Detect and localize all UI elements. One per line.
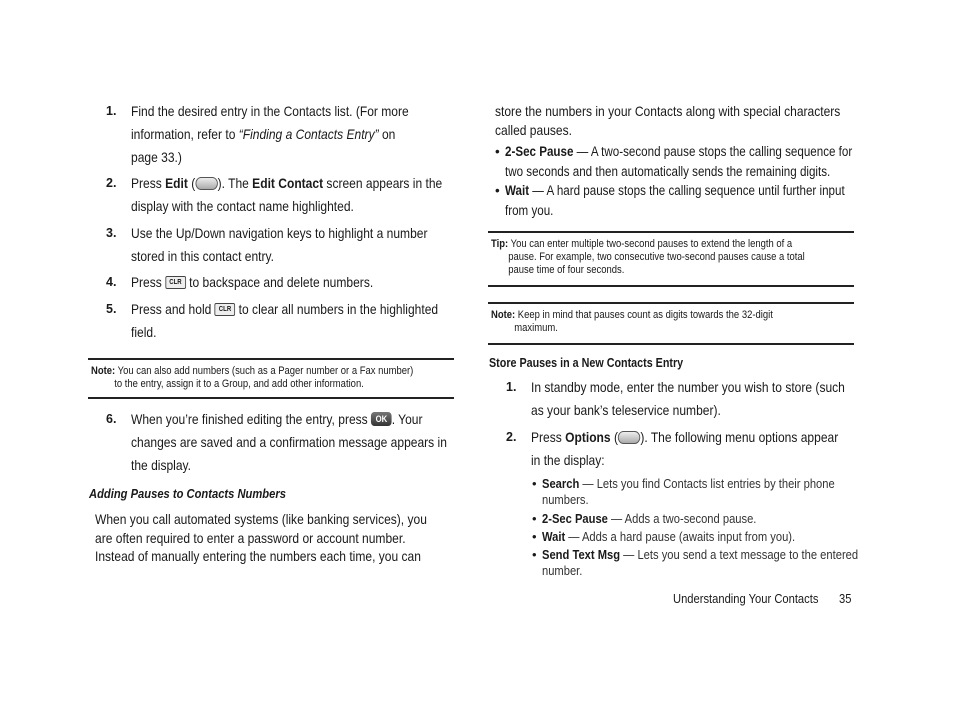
tip-text: pause. For example, two consecutive two-second pauses cause a total — [508, 251, 805, 263]
paragraph — [495, 102, 897, 139]
menu-option-send-text-msg — [532, 547, 910, 579]
paragraph-line: Instead of manually entering the numbers each time, you can — [95, 548, 421, 564]
step-text: in the display: — [531, 452, 605, 468]
edit-contact-label: Edit Contact — [252, 175, 324, 191]
option-title: 2-Sec Pause — [542, 511, 608, 526]
bullet-text: from you. — [505, 202, 554, 218]
option-text: — Adds a two-second pause. — [607, 511, 757, 526]
paragraph-line: are often required to enter a password or account number. — [95, 529, 406, 546]
step-text: Press — [131, 175, 166, 191]
bullet-item — [495, 181, 900, 220]
step-number: 1. — [106, 104, 117, 118]
step-number: 4. — [106, 275, 117, 289]
step-number: 2. — [506, 430, 517, 444]
step-number: 1. — [506, 380, 517, 394]
step-text: ( — [610, 429, 618, 445]
bullet-dot: • — [532, 511, 537, 526]
step-number: 5. — [106, 302, 117, 316]
note-box — [488, 302, 854, 345]
step-text: Press and hold — [131, 301, 215, 317]
step-text: Press — [131, 274, 166, 290]
bullet-dot: • — [532, 529, 537, 544]
note-text: to the entry, assign it to a Group, and add other information. — [114, 378, 364, 390]
step-text: to backspace and delete numbers. — [185, 274, 374, 290]
step-number: 6. — [106, 412, 117, 426]
option-text: number. — [542, 563, 583, 578]
option-text: — Lets you find Contacts list entries by their phone — [579, 476, 835, 491]
step-text: ( — [187, 175, 196, 191]
step-text: Find the desired entry in the Contacts list. (For more — [131, 103, 409, 119]
tip-text: pause time of four seconds. — [508, 264, 625, 276]
note-text: maximum. — [514, 322, 558, 334]
step-text: Press — [531, 429, 566, 445]
bullet-text: two seconds and then automatically sends the remaining digits. — [505, 163, 831, 179]
clr-key-icon: CLR — [215, 303, 236, 316]
step-text: . Your — [391, 411, 423, 427]
option-text: — Lets you send a text message to the entered — [620, 547, 859, 562]
note-label: Note: — [91, 365, 116, 377]
paragraph — [95, 510, 481, 566]
bullet-title: 2-Sec Pause — [505, 144, 574, 159]
step-number: 2. — [106, 176, 117, 190]
option-title: Wait — [542, 529, 566, 544]
footer-section-title: Understanding Your Contacts — [673, 591, 819, 606]
step-text: Use the Up/Down navigation keys to highlight a number — [131, 225, 428, 241]
menu-option-2-sec-pause — [532, 511, 791, 527]
tip-box — [488, 231, 854, 287]
note-text: You can also add numbers (such as a Pager number or a Fax number) — [115, 365, 414, 377]
step-text: display with the contact name highlighted. — [131, 198, 354, 214]
bullet-dot: • — [495, 144, 500, 159]
edit-label: Edit — [165, 175, 188, 191]
tip-label: Tip: — [491, 238, 509, 250]
soft-key-icon — [195, 177, 217, 190]
step-text: stored in this contact entry. — [131, 248, 274, 264]
page-number: 35 — [839, 591, 852, 606]
step-text: ). The following menu options appear — [640, 429, 839, 445]
note-text: Keep in mind that pauses count as digits towards the 32-digit — [515, 309, 773, 321]
tip-text: You can enter multiple two-second pauses to extend the length of a — [508, 238, 793, 250]
menu-option-wait — [532, 529, 836, 545]
option-text: — Adds a hard pause (awaits input from you). — [565, 529, 796, 544]
step-text: screen appears in the — [323, 175, 443, 191]
bullet-text: — A two-second pause stops the calling sequence for — [573, 144, 853, 159]
note-label: Note: — [491, 309, 516, 321]
cross-reference-link[interactable]: “Finding a Contacts Entry” — [238, 126, 379, 142]
step-text: to clear all numbers in the highlighted — [235, 301, 439, 317]
paragraph-line: When you call automated systems (like banking services), you — [95, 511, 427, 527]
step-text: page 33.) — [131, 149, 182, 165]
note-box — [88, 358, 454, 399]
step-text: ). The — [217, 175, 253, 191]
bullet-text: — A hard pause stops the calling sequence until further input — [529, 183, 845, 198]
options-label: Options — [565, 429, 611, 445]
soft-key-icon — [618, 431, 640, 444]
bullet-dot: • — [532, 547, 537, 562]
option-title: Send Text Msg — [542, 547, 621, 562]
step-text: as your bank’s teleservice number). — [531, 402, 721, 418]
step-number: 3. — [106, 226, 117, 240]
section-heading: Store Pauses in a New Contacts Entry — [489, 356, 684, 370]
step-text: the display. — [131, 457, 192, 473]
step-text: When you’re finished editing the entry, press — [131, 411, 372, 427]
step-text: In standby mode, enter the number you wish to store (such — [531, 379, 845, 395]
ok-key-icon: OK — [371, 412, 392, 426]
menu-option-search — [532, 476, 882, 508]
section-heading: Adding Pauses to Contacts Numbers — [89, 486, 286, 501]
bullet-dot: • — [532, 476, 537, 491]
option-text: numbers. — [542, 492, 589, 507]
bullet-dot: • — [495, 183, 500, 198]
clr-key-icon: CLR — [165, 276, 186, 289]
step-text: on — [378, 126, 396, 142]
option-title: Search — [542, 476, 580, 491]
step-text: field. — [131, 324, 157, 340]
paragraph-line: store the numbers in your Contacts along with special characters — [495, 103, 841, 119]
step-text: information, refer to — [131, 126, 239, 142]
page-footer — [673, 591, 852, 606]
paragraph-line: called pauses. — [495, 121, 572, 138]
bullet-item — [495, 142, 909, 181]
step-text: changes are saved and a confirmation message appears in — [131, 434, 447, 450]
bullet-title: Wait — [505, 183, 530, 198]
